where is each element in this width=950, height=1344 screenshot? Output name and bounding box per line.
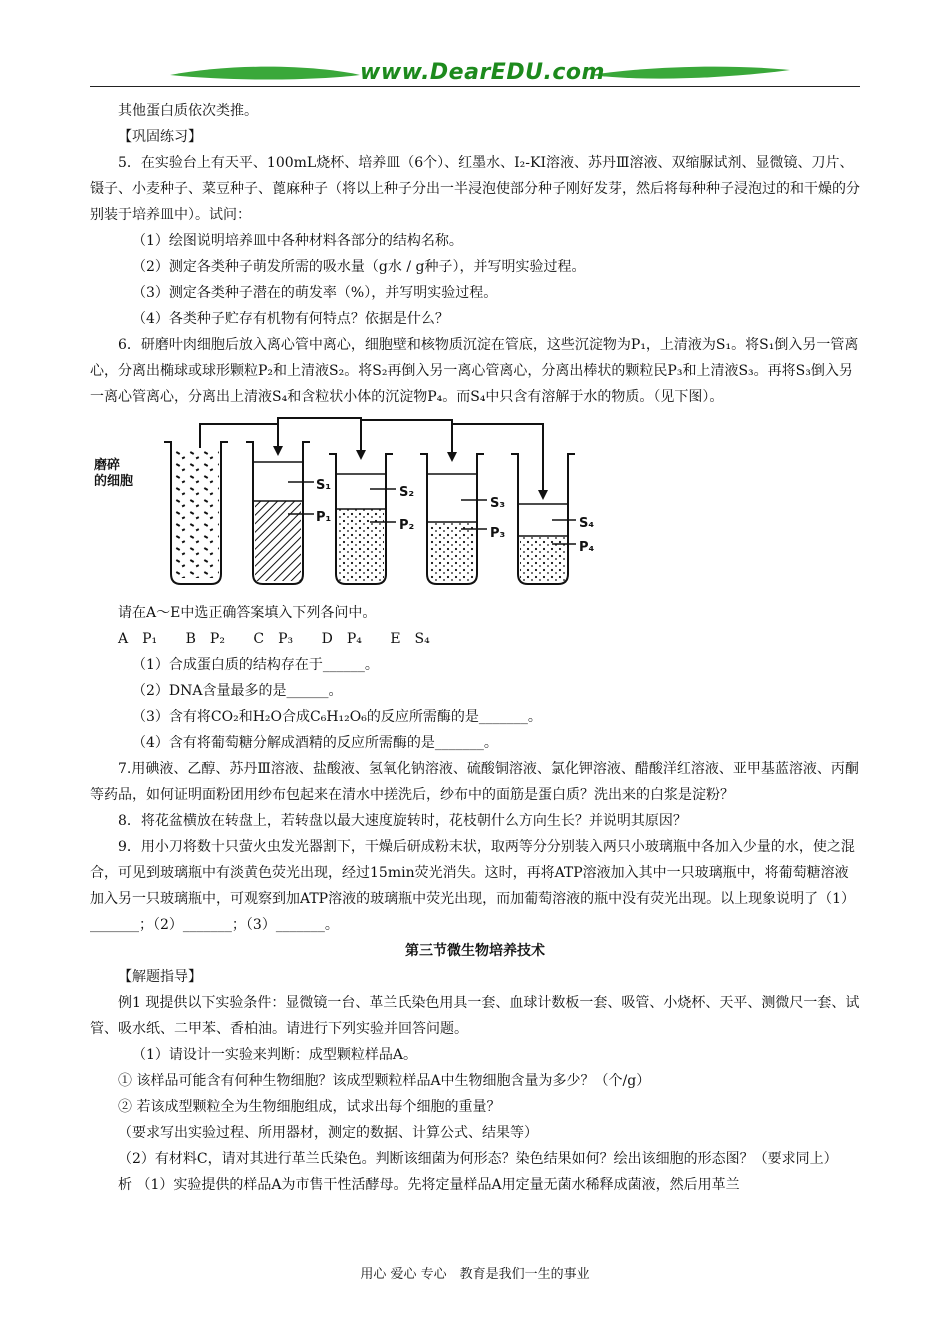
label-p1: P₁: [316, 510, 332, 525]
label-s3: S₃: [490, 496, 506, 511]
example-1-requirement: （要求写出实验过程、所用器材，测定的数据、计算公式、结果等）: [118, 1125, 538, 1141]
question-6-1: （1）合成蛋白质的结构存在于______。: [132, 657, 379, 673]
example-1-item-b: ② 若该成型颗粒全为生物细胞组成，试求出每个细胞的重量？: [118, 1099, 501, 1115]
example-1-item-a: ① 该样品可能含有何种生物细胞？该成型颗粒样品A中生物细胞含量为多少？（个/g）: [118, 1073, 651, 1089]
question-7: 7.用碘液、乙醇、苏丹Ⅲ溶液、盐酸液、氢氧化钠溶液、硫酸铜溶液、氯化钾溶液、醋酸洋红溶液、亚甲基蓝溶液、丙酮等药品，如何证明面粉团用纱布包起来在清水中搓洗后，纱布中的面筋是蛋白质？洗出来的白浆是淀粉？: [90, 761, 859, 803]
guide-heading: 【解题指导】: [118, 969, 202, 985]
option-a: A P₁: [118, 631, 158, 647]
option-c: C P₃: [253, 631, 294, 647]
label-s2: S₂: [399, 485, 415, 500]
header-rule: [90, 86, 860, 87]
label-p4: P₄: [579, 540, 595, 555]
question-6: 6．研磨叶肉细胞后放入离心管中离心，细胞壁和核物质沉淀在管底，这些沉淀物为P₁，上清液为S₁。将S₁倒入另一管离心，分离出椭球或球形颗粒P₂和上清液S₂。将S₂再倒入另一离心管离心，分离出棒状的颗粒民P₃和上清液S₃。再将S₃倒入另一离心管离心，分离出上清液S₄和含粒状小体的沉淀物P₄。而S₄中只含有溶解于水的物质。（见下图）。: [90, 337, 859, 405]
example-1-part-2: （2）有材料C，请对其进行革兰氏染色。判断该细菌为何形态？染色结果如何？绘出该细胞的形态图？（要求同上）: [118, 1151, 838, 1167]
question-6-4: （4）含有将葡萄糖分解成酒精的反应所需酶的是_______。: [132, 735, 498, 751]
centrifuge-diagram: [90, 414, 860, 594]
text-line: 其他蛋白质依次类推。: [118, 103, 258, 119]
question-6-2: （2）DNA含量最多的是______。: [132, 683, 343, 699]
question-6-3: （3）含有将CO₂和H₂O合成C₆H₁₂O₆的反应所需酶的是_______。: [132, 709, 542, 725]
question-5: 5．在实验台上有天平、100mL烧杯、培养皿（6个）、红墨水、I₂-KI溶液、苏丹Ⅲ溶液、双缩脲试剂、显微镜、刀片、镊子、小麦种子、菜豆种子、蓖麻种子（将以上种子分出一半浸泡使部分种子刚好发芽，然后将每种种子浸泡过的和干燥的分别装于培养皿中）。试问：: [90, 155, 860, 223]
label-s1: S₁: [316, 478, 332, 493]
analysis-text: 析 （1）实验提供的样品A为市售干性活酵母。先将定量样品A用定量无菌水稀释成菌液，然后用革兰: [118, 1177, 740, 1193]
question-9: 9．用小刀将数十只萤火虫发光器割下，干燥后研成粉末状，取两等分分别装入两只小玻璃瓶中各加入少量的水，使之混合，可见到玻璃瓶中有淡黄色荧光出现，经过15min荧光消失。这时，再将ATP溶液加入其中一只玻璃瓶中，将葡萄糖溶液加入另一只玻璃瓶中，可观察到加ATP溶液的玻璃瓶中荧光出现，而加葡萄溶液的瓶中没有荧光出现。以上现象说明了（1）_______；（2）_______；（3）_______。: [90, 839, 856, 933]
question-8: 8．将花盆横放在转盘上，若转盘以最大速度旋转时，花枝朝什么方向生长？并说明其原因？: [118, 813, 687, 829]
answer-options: [90, 626, 860, 652]
ground-cells-label: [94, 458, 140, 490]
centrifuge-tubes-svg: [118, 414, 638, 594]
question-5-3: （3）测定各类种子潜在的萌发率（%），并写明实验过程。: [132, 285, 498, 301]
document-body: [90, 98, 860, 1198]
section-heading: 【巩固练习】: [118, 129, 202, 145]
option-d: D P₄: [321, 631, 362, 647]
ground-cells-text: 磨碎 的细胞: [94, 458, 134, 489]
question-5-2: （2）测定各类种子萌发所需的吸水量（g水 / g种子），并写明实验过程。: [132, 259, 586, 275]
example-1-part-1: （1）请设计一实验来判断：成型颗粒样品A。: [132, 1047, 418, 1063]
question-6-instruction: 请在A～E中选正确答案填入下列各问中。: [118, 605, 377, 621]
example-1: 例1 现提供以下实验条件：显微镜一台、革兰氏染色用具一套、血球计数板一套、吸管、小烧杯、天平、测微尺一套、试管、吸水纸、二甲苯、香柏油。请进行下列实验并回答问题。: [90, 995, 860, 1037]
option-b: B P₂: [185, 631, 225, 647]
section-title: 第三节微生物培养技术: [405, 943, 545, 959]
label-p3: P₃: [490, 526, 506, 541]
question-5-4: （4）各类种子贮存有机物有何特点？依据是什么？: [132, 311, 449, 327]
site-brand-logo: www.DearEDU.com: [360, 60, 605, 85]
page-footer: 用心 爱心 专心 教育是我们一生的事业: [360, 1267, 590, 1282]
option-e: E S₄: [390, 631, 430, 647]
label-p2: P₂: [399, 518, 415, 533]
question-5-1: （1）绘图说明培养皿中各种材料各部分的结构名称。: [132, 233, 463, 249]
label-s4: S₄: [579, 516, 595, 531]
